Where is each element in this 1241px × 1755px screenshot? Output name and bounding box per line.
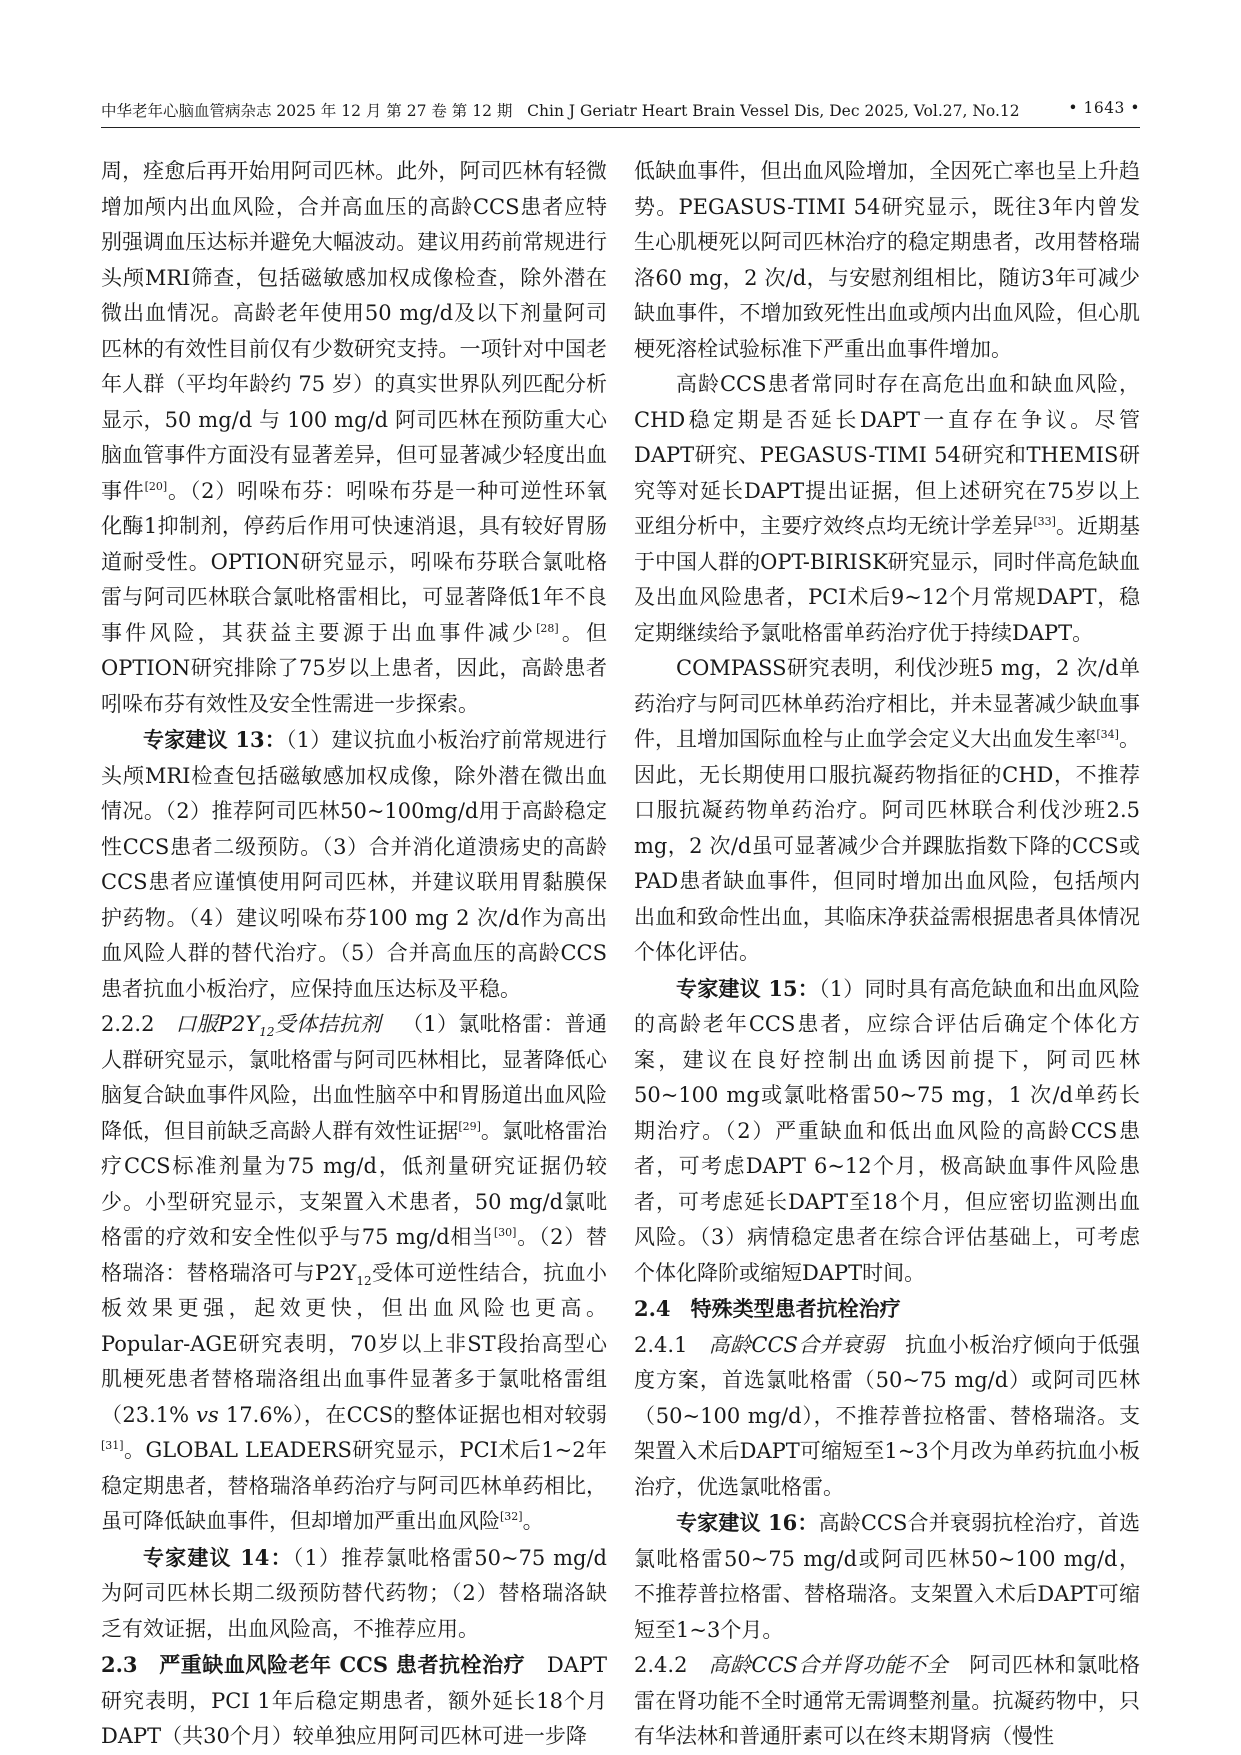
section-number: 2.4.2 xyxy=(634,1653,688,1677)
text: 高龄CCS合并衰弱抗栓治疗，首选氯吡格雷50~75 mg/d或阿司匹林50~100 mg/d，不推荐普拉格雷、替格瑞洛。支架置入术后DAPT可缩短至1~3个月。 xyxy=(634,1511,1140,1642)
section-title: 高龄CCS合并肾功能不全 xyxy=(708,1653,949,1677)
text: 17.6%），在CCS的整体证据也相对较弱 xyxy=(218,1402,607,1427)
text: 。但OPTION研究排除了75岁以上患者，因此，高龄患者吲哚布芬有效性及安全性需进一步探索。 xyxy=(101,620,608,716)
text: vs xyxy=(196,1402,219,1427)
running-header xyxy=(101,99,1140,125)
recommendation-label: 专家建议 15： xyxy=(676,975,819,1001)
section-number: 2.3 xyxy=(101,1652,138,1677)
text: DAPT研究表明，PCI 1年后稳定期患者，额外延长18个月DAPT（共30个月）较单独应用阿司匹林可进一步降 xyxy=(101,1653,607,1748)
section-2-4-2 xyxy=(634,1648,1140,1755)
text: 。 xyxy=(522,1509,544,1533)
citation-ref: [29] xyxy=(458,1119,481,1133)
text: 。因此，无长期使用口服抗凝药物指征的CHD，不推荐口服抗凝药物单药治疗。阿司匹林联合利伐沙班2.5 mg，2 次/d虽可显著减少合并踝肱指数下降的CCS或PAD患者缺血事件，但同时增加出血风险，包括颅内出血和致命性出血，其临床净获益需根据患者具体情况个体化评估。 xyxy=(634,727,1141,964)
text: （1）建议抗血小板治疗前常规进行头颅MRI检查包括磁敏感加权成像，除外潜在微出血情况。（2）推荐阿司匹林50~100mg/d用于高龄稳定性CCS患者二级预防。（3）合并消化道溃疡史的高龄CCS患者应谨慎使用阿司匹林，并建议联用胃黏膜保护药物。（4）建议吲哚布芬100 mg 2 次/d作为高出血风险人群的替代治疗。（5）合并高血压的高龄CCS患者抗血小板治疗，应保持血压达标及平稳。 xyxy=(101,728,607,1001)
text: 周，痊愈后再开始用阿司匹林。此外，阿司匹林有轻微增加颅内出血风险，合并高血压的高龄CCS患者应特别强调血压达标并避免大幅波动。建议用药前常规进行头颅MRI筛查，包括磁敏感加权成像检查，除外潜在微出血情况。高龄老年使用50 mg/d及以下剂量阿司匹林的有效性目前仅有少数研究支持。一项针对中国老年人群（平均年龄约 75 岁）的真实世界队列匹配分析显示，50 mg/d 与 100 mg/d 阿司匹林在预防重大心脑血管事件方面没有显著差异，但可显著减少轻度出血事件 xyxy=(101,159,607,503)
page-number: • 1643 • xyxy=(1068,99,1140,117)
citation-ref: [34] xyxy=(1096,728,1119,741)
text: （1）推荐氯吡格雷50~75 mg/d为阿司匹林长期二级预防替代药物；（2）替格瑞洛缺乏有效证据，出血风险高，不推荐应用。 xyxy=(101,1545,607,1641)
expert-recommendation-14 xyxy=(101,1540,607,1648)
subscript: 12 xyxy=(356,1273,372,1288)
paragraph xyxy=(634,367,1140,651)
section-2-4 xyxy=(634,1291,1140,1328)
recommendation-label: 专家建议 16： xyxy=(676,1510,819,1535)
text: 受体拮抗剂 xyxy=(274,1012,382,1036)
recommendation-label: 专家建议 14： xyxy=(143,1544,293,1570)
citation-ref: [31] xyxy=(101,1439,124,1452)
paragraph: 低缺血事件，但出血风险增加，全因死亡率也呈上升趋势。PEGASUS-TIMI 54研究显示，既往3年内曾发生心肌梗死以阿司匹林治疗的稳定期患者，改用替格瑞洛60 mg，2 次/d，与安慰剂组相比，随访3年可减少缺血事件，不增加致死性出血或颅内出血风险，但心肌梗死溶栓试验标准下严重出血事件增加。 xyxy=(634,159,1140,361)
section-number: 2.4.1 xyxy=(634,1332,688,1357)
citation-ref: [32] xyxy=(500,1510,523,1523)
section-title xyxy=(175,1012,382,1040)
section-2-2-2 xyxy=(101,1007,607,1540)
paragraph xyxy=(634,651,1140,971)
journal-citation xyxy=(101,99,1020,121)
section-2-4-1 xyxy=(634,1328,1140,1506)
journal-name-en: Chin J Geriatr Heart Brain Vessel Dis, Dec 2025, Vol.27, No.12 xyxy=(527,102,1020,120)
paragraph xyxy=(101,154,607,722)
text: 。GLOBAL LEADERS研究显示，PCI术后1~2年稳定期患者，替格瑞洛单药治疗与阿司匹林单药相比，虽可降低缺血事件，但却增加严重出血风险 xyxy=(101,1438,607,1533)
section-title: 严重缺血风险老年 CCS 患者抗栓治疗 xyxy=(159,1652,526,1677)
text: COMPASS研究表明，利伐沙班5 mg，2 次/d单药治疗与阿司匹林单药治疗相比，并未显著减少缺血事件，且增加国际血栓与止血学会定义大出血发生率 xyxy=(634,656,1140,751)
expert-recommendation-13 xyxy=(101,722,607,1007)
section-2-3 xyxy=(101,1647,607,1755)
text: 抗血小板治疗倾向于低强度方案，首选氯吡格雷（50~75 mg/d）或阿司匹林（50~100 mg/d），不推荐普拉格雷、替格瑞洛。支架置入术后DAPT可缩短至1~3个月改为单药抗血小板治疗，优选氯吡格雷。 xyxy=(634,1332,1141,1499)
text: 。（2）吲哚布芬：吲哚布芬是一种可逆性环氧化酶1抑制剂，停药后作用可快速消退，具有较好胃肠道耐受性。OPTION研究显示，吲哚布芬联合氯吡格雷与阿司匹林联合氯吡格雷相比，可显著降低1年不良事件风险，其获益主要源于出血事件减少 xyxy=(101,478,608,645)
text: 。近期基于中国人群的OPT-BIRISK研究显示，同时伴高危缺血及出血风险患者，PCI术后9~12个月常规DAPT，稳定期继续给予氯吡格雷单药治疗优于持续DAPT。 xyxy=(634,514,1141,645)
text: （1）同时具有高危缺血和出血风险的高龄老年CCS患者，应综合评估后确定个体化方案，建议在良好控制出血诱因前提下，阿司匹林50~100 mg或氯吡格雷50~75 mg，1 次/d单药长期治疗。（2）严重缺血和低出血风险的高龄CCS患者，可考虑DAPT 6~12个月，极高缺血事件风险患者，可考虑延长DAPT至18个月，但应密切监测出血风险。（3）病情稳定患者在综合评估基础上，可考虑个体化降阶或缩短DAPT时间。 xyxy=(634,976,1140,1285)
right-column xyxy=(634,154,1141,1748)
citation-ref: [33] xyxy=(1033,515,1056,528)
expert-recommendation-16 xyxy=(634,1505,1140,1648)
text: （1）氯吡格雷：普通人群研究显示，氯吡格雷与阿司匹林相比，显著降低心脑复合缺血事件风险，出血性脑卒中和胃肠道出血风险降低，但目前缺乏高龄人群有效性证据 xyxy=(101,1012,607,1143)
text: 。氯吡格雷治疗CCS标准剂量为75 mg/d，低剂量研究证据仍较少。小型研究显示，支架置入术患者，50 mg/d氯吡格雷的疗效和安全性似乎与75 mg/d相当 xyxy=(101,1118,608,1249)
citation-ref: [30] xyxy=(493,1226,517,1239)
citation-ref: [20] xyxy=(144,479,168,493)
section-title: 特殊类型患者抗栓治疗 xyxy=(690,1296,901,1321)
section-number: 2.4 xyxy=(634,1296,671,1321)
citation-ref: [28] xyxy=(536,621,559,635)
section-title: 高龄CCS合并衰弱 xyxy=(708,1332,884,1357)
subscript: 12 xyxy=(259,1025,275,1040)
recommendation-label: 专家建议 13： xyxy=(143,727,286,752)
text: 。（2）替格瑞洛：替格瑞洛可与P2Y xyxy=(101,1225,607,1285)
text: 口服P2Y xyxy=(175,1012,260,1036)
section-number: 2.2.2 xyxy=(101,1012,155,1036)
expert-recommendation-15 xyxy=(634,971,1140,1292)
journal-name-cn: 中华老年心脑血管病杂志 2025 年 12 月 第 27 卷 第 12 期 xyxy=(101,102,513,120)
header-rule xyxy=(101,127,1140,128)
text: 高龄CCS患者常同时存在高危出血和缺血风险，CHD稳定期是否延长DAPT一直存在争议。尽管DAPT研究、PEGASUS-TIMI 54研究和THEMIS研究等对延长DAPT提出证据，但上述研究在75岁以上亚组分析中，主要疗效终点均无统计学差异 xyxy=(634,372,1140,538)
text: 受体可逆性结合，抗血小板效果更强，起效更快，但出血风险也更高。Popular-AGE研究表明，70岁以上非ST段抬高型心肌梗死患者替格瑞洛组出血事件显著多于氯吡格雷组（23.1% xyxy=(101,1260,608,1427)
left-column xyxy=(101,154,608,1748)
text: 阿司匹林和氯吡格雷在肾功能不全时通常无需调整剂量。抗凝药物中，只有华法林和普通肝素可以在终末期肾病（慢性 xyxy=(634,1653,1140,1748)
